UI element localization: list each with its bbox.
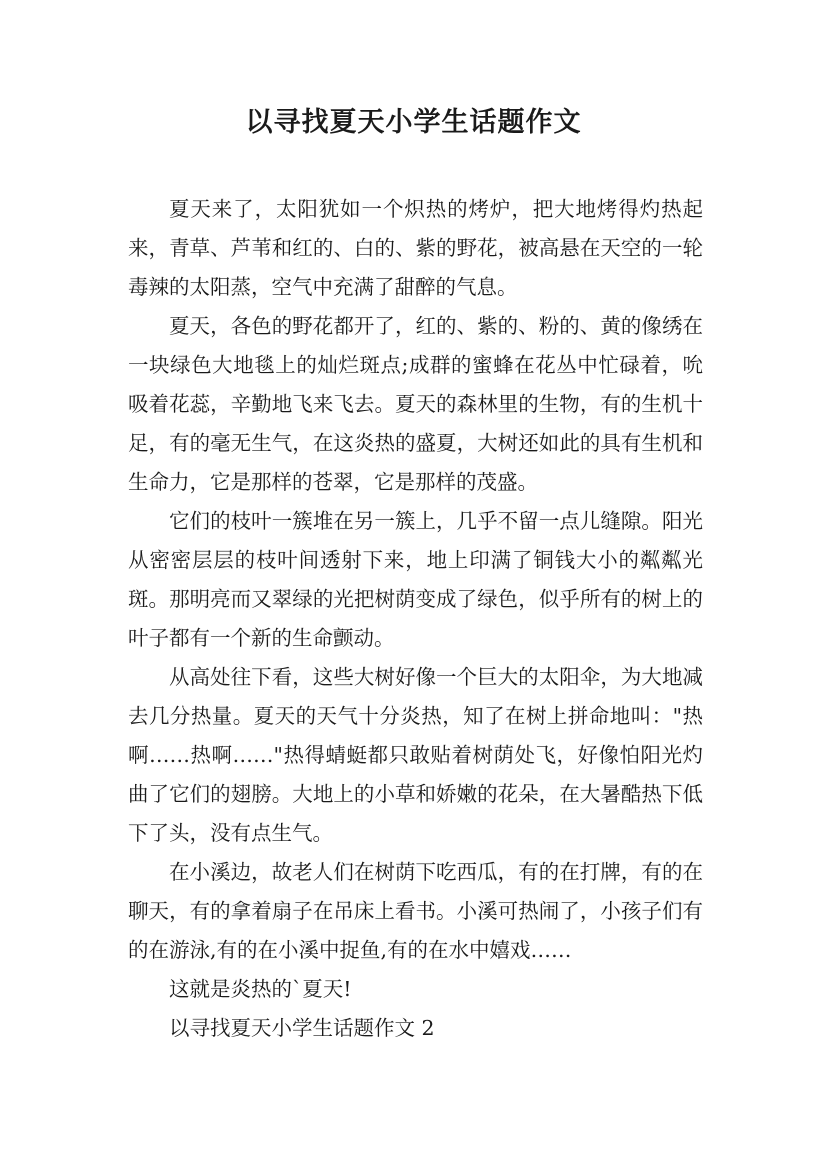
document-body: [128, 190, 703, 1048]
paragraph-6: 这就是炎热的`夏天!: [169, 977, 352, 1001]
paragraph-5: 在小溪边，故老人们在树荫下吃西瓜，有的在打牌，有的在聊天，有的拿着扇子在吊床上看书。小溪可热闹了，小孩子们有的在游泳,有的在小溪中捉鱼,有的在水中嬉戏……: [128, 860, 703, 962]
paragraph-1: 夏天来了，太阳犹如一个炽热的烤炉，把大地烤得灼热起来，青草、芦苇和红的、白的、紫的野花，被高悬在天空的一轮毒辣的太阳蒸，空气中充满了甜醉的气息。: [128, 197, 703, 299]
paragraph-2: 夏天，各色的野花都开了，红的、紫的、粉的、黄的像绣在一块绿色大地毯上的灿烂斑点;成群的蜜蜂在花丛中忙碌着，吮吸着花蕊，辛勤地飞来飞去。夏天的森林里的生物，有的生机十足，有的毫无生气，在这炎热的盛夏，大树还如此的具有生机和生命力，它是那样的苍翠，它是那样的茂盛。: [128, 314, 703, 494]
document-title: 以寻找夏天小学生话题作文: [245, 107, 582, 138]
paragraph-3: 它们的枝叶一簇堆在另一簇上，几乎不留一点儿缝隙。阳光从密密层层的枝叶间透射下来，地上印满了铜钱大小的粼粼光斑。那明亮而又翠绿的光把树荫变成了绿色，似乎所有的树上的叶子都有一个新的生命颤动。: [128, 509, 703, 650]
paragraph-4: 从高处往下看，这些大树好像一个巨大的太阳伞，为大地减去几分热量。夏天的天气十分炎热，知了在树上拼命地叫："热啊……热啊……"热得蜻蜓都只敢贴着树荫处飞，好像怕阳光灼曲了它们的翅膀。大地上的小草和娇嫩的花朵，在大暑酷热下低下了头，没有点生气。: [128, 665, 703, 845]
section-heading-2: 以寻找夏天小学生话题作文 2: [169, 1016, 435, 1040]
